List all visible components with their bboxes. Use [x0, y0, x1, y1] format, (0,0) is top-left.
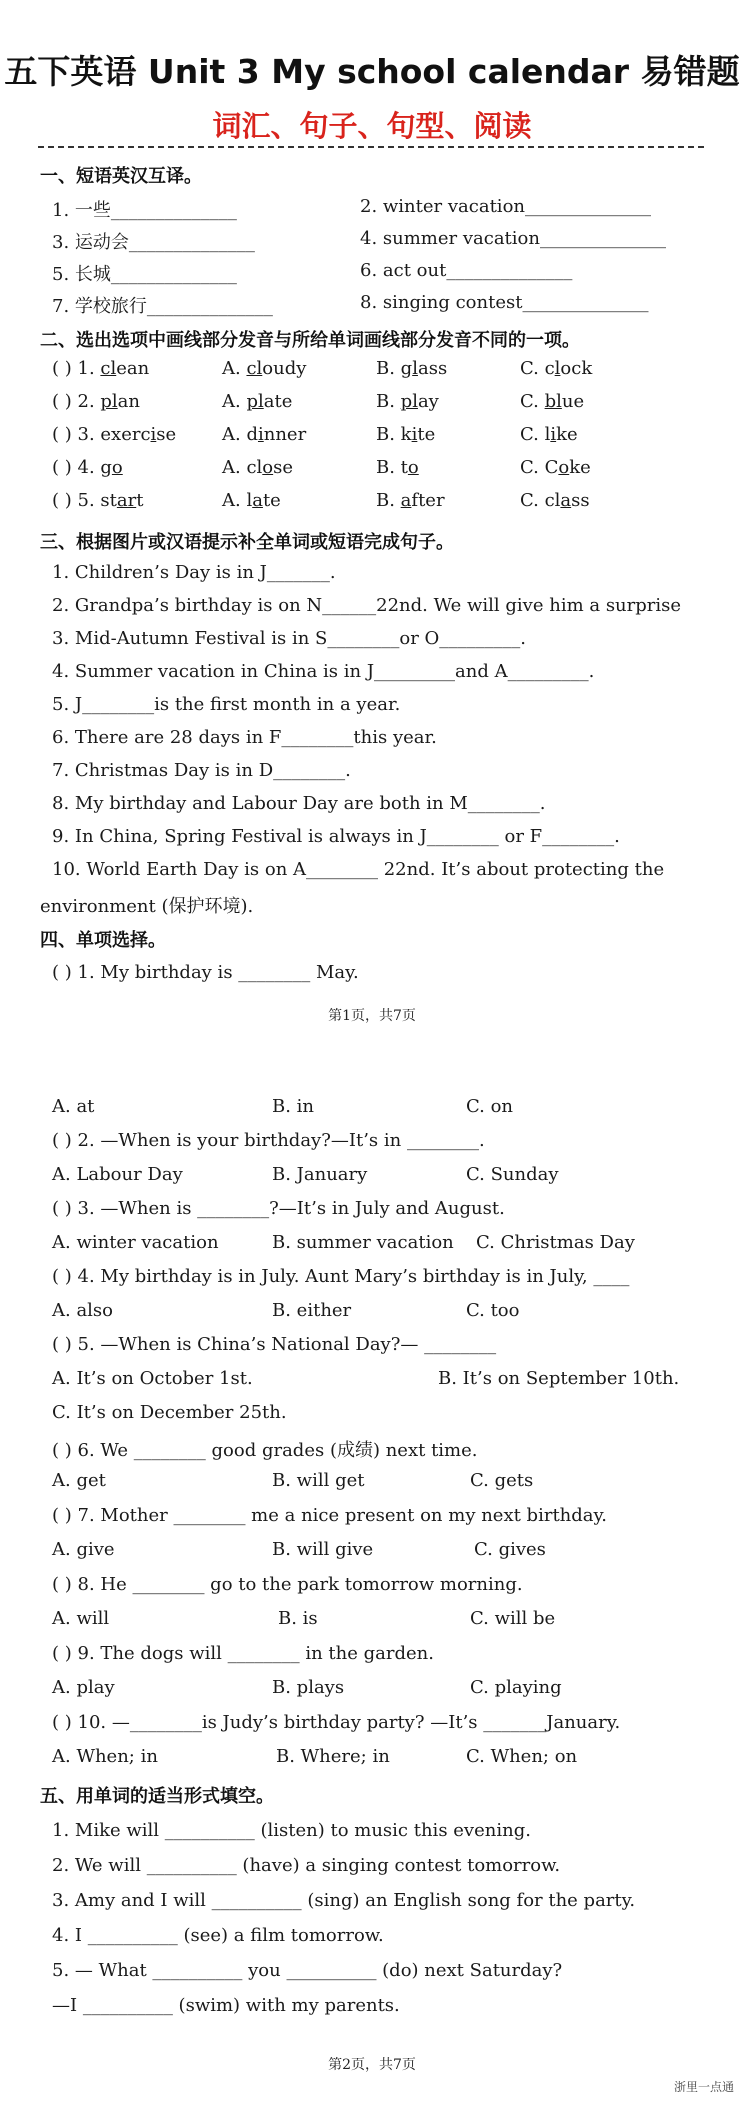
- s4-q7-opt-c: C. gives: [474, 1539, 546, 1560]
- s4-q3-opt-a: A. winter vacation: [52, 1232, 219, 1253]
- underlined-letters: o: [262, 457, 274, 478]
- s5-item-5: 5. — What __________ you __________ (do) next Saturday?: [52, 1960, 563, 1981]
- underlined-letters: bl: [544, 391, 562, 412]
- section3-heading: 三、根据图片或汉语提示补全单词或短语完成句子。: [40, 532, 454, 553]
- s3-item-8: 8. My birthday and Labour Day are both in M________.: [52, 793, 546, 814]
- s4-q8-opt-c: C. will be: [470, 1608, 556, 1629]
- underlined-letters: pl: [246, 391, 264, 412]
- s4-q7: ( ) 7. Mother ________ me a nice present on my next birthday.: [52, 1505, 608, 1526]
- s4-q2-opt-c: C. Sunday: [466, 1164, 559, 1185]
- s4-q3-opt-c: C. Christmas Day: [476, 1232, 635, 1253]
- s4-q7-opt-a: A. give: [52, 1539, 115, 1560]
- s3-item-3: 3. Mid-Autumn Festival is in S________or O_________.: [52, 628, 527, 649]
- s4-q5-opt-b: B. It’s on September 10th.: [438, 1368, 680, 1389]
- s2-row5-c: C. class: [520, 490, 590, 511]
- s2-row3-c: C. like: [520, 424, 578, 445]
- section1-heading: 一、短语英汉互译。: [40, 166, 202, 187]
- underlined-letters: ar: [116, 490, 137, 511]
- s5-item-4: 4. I __________ (see) a film tomorrow.: [52, 1925, 384, 1946]
- s4-q10-opt-b: B. Where; in: [276, 1746, 390, 1767]
- s5-item-2: 2. We will __________ (have) a singing contest tomorrow.: [52, 1855, 561, 1876]
- s3-item-6: 6. There are 28 days in F________this year.: [52, 727, 437, 748]
- page-footer-1: 第1页，共7页: [328, 1008, 416, 1024]
- s3-item-2: 2. Grandpa’s birthday is on N______22nd. We will give him a surprise: [52, 595, 682, 616]
- underlined-letters: i: [257, 424, 264, 445]
- s2-row1-c: C. clock: [520, 358, 593, 379]
- s4-q9-opt-c: C. playing: [470, 1677, 562, 1698]
- s3-item-5: 5. J________is the first month in a year.: [52, 694, 401, 715]
- s4-q9: ( ) 9. The dogs will ________ in the garden.: [52, 1643, 434, 1664]
- s2-row5-a: A. late: [222, 490, 281, 511]
- s1-item-6: 6. act out______________: [360, 260, 573, 281]
- underlined-letters: o: [111, 457, 123, 478]
- page-footer-2: 第2页，共7页: [328, 2057, 416, 2073]
- s4-q10-opt-c: C. When; on: [466, 1746, 578, 1767]
- s2-row3-b: B. kite: [376, 424, 436, 445]
- page-title: 五下英语 Unit 3 My school calendar 易错题: [4, 52, 740, 91]
- underlined-letters: o: [407, 457, 419, 478]
- underlined-letters: pl: [400, 391, 418, 412]
- s4-q1: ( ) 1. My birthday is ________ May.: [52, 962, 359, 983]
- s4-q8-opt-b: B. is: [278, 1608, 318, 1629]
- s4-q4-opt-a: A. also: [52, 1300, 114, 1321]
- s4-q1-opt-b: B. in: [272, 1096, 315, 1117]
- page-subtitle: 词汇、句子、句型、阅读: [212, 109, 532, 143]
- s4-q7-opt-b: B. will give: [272, 1539, 374, 1560]
- s5-item-5-answer: —I __________ (swim) with my parents.: [52, 1995, 400, 2016]
- underlined-letters: o: [558, 457, 570, 478]
- underlined-letters: l: [412, 358, 418, 379]
- underlined-letters: a: [400, 490, 412, 511]
- s4-q10-opt-a: A. When; in: [52, 1746, 158, 1767]
- s5-item-3: 3. Amy and I will __________ (sing) an English song for the party.: [52, 1890, 636, 1911]
- s3-item-4: 4. Summer vacation in China is in J_________and A_________.: [52, 661, 595, 682]
- s4-q6: ( ) 6. We ________ good grades (成绩) next time.: [52, 1440, 478, 1461]
- s4-q1-opt-a: A. at: [52, 1096, 95, 1117]
- s2-row4-q: ( ) 4. go: [52, 457, 123, 478]
- s1-item-4: 4. summer vacation______________: [360, 228, 666, 249]
- underlined-letters: cl: [100, 358, 117, 379]
- section4-heading: 四、单项选择。: [40, 930, 166, 951]
- s2-row5-q: ( ) 5. start: [52, 490, 144, 511]
- s4-q6-opt-a: A. get: [52, 1470, 106, 1491]
- s1-item-5: 5. 长城______________: [52, 264, 237, 285]
- s1-item-2: 2. winter vacation______________: [360, 196, 651, 217]
- s3-item-1: 1. Children’s Day is in J_______.: [52, 562, 336, 583]
- s3-item-10-cont: environment (保护环境).: [40, 896, 254, 917]
- underlined-letters: l: [554, 358, 561, 379]
- s2-row5-b: B. after: [376, 490, 445, 511]
- s4-q8: ( ) 8. He ________ go to the park tomorrow morning.: [52, 1574, 523, 1595]
- s2-row1-b: B. glass: [376, 358, 448, 379]
- s4-q6-opt-c: C. gets: [470, 1470, 534, 1491]
- s2-row1-a: A. cloudy: [222, 358, 307, 379]
- s2-row2-q: ( ) 2. plan: [52, 391, 140, 412]
- section2-heading: 二、选出选项中画线部分发音与所给单词画线部分发音不同的一项。: [40, 330, 580, 351]
- section5-heading: 五、用单词的适当形式填空。: [40, 1786, 274, 1807]
- s4-q9-opt-a: A. play: [52, 1677, 115, 1698]
- s4-q9-opt-b: B. plays: [272, 1677, 345, 1698]
- s4-q1-opt-c: C. on: [466, 1096, 514, 1117]
- s2-row3-q: ( ) 3. exercise: [52, 424, 177, 445]
- s2-row2-a: A. plate: [222, 391, 293, 412]
- dashed-divider: [38, 146, 704, 148]
- watermark: 浙里一点通: [673, 2080, 734, 2094]
- s4-q2-opt-a: A. Labour Day: [52, 1164, 183, 1185]
- s2-row4-b: B. to: [376, 457, 419, 478]
- underlined-letters: cl: [246, 358, 263, 379]
- s1-item-7: 7. 学校旅行______________: [52, 296, 273, 317]
- s4-q5-opt-a: A. It’s on October 1st.: [52, 1368, 253, 1389]
- s1-item-1: 1. 一些______________: [52, 200, 237, 221]
- s4-q4: ( ) 4. My birthday is in July. Aunt Mary’s birthday is in July, ____: [52, 1266, 630, 1287]
- s4-q3: ( ) 3. —When is ________?—It’s in July and August.: [52, 1198, 505, 1219]
- s4-q5-opt-c: C. It’s on December 25th.: [52, 1402, 287, 1423]
- underlined-letters: a: [560, 490, 572, 511]
- s2-row1-q: ( ) 1. clean: [52, 358, 150, 379]
- s4-q4-opt-b: B. either: [272, 1300, 352, 1321]
- s2-row3-a: A. dinner: [222, 424, 307, 445]
- s1-item-3: 3. 运动会______________: [52, 232, 255, 253]
- s2-row4-c: C. Coke: [520, 457, 591, 478]
- s4-q4-opt-c: C. too: [466, 1300, 520, 1321]
- s4-q2-opt-b: B. January: [272, 1164, 368, 1185]
- underlined-letters: i: [550, 424, 557, 445]
- s3-item-10: 10. World Earth Day is on A________ 22nd. It’s about protecting the: [52, 859, 665, 880]
- s4-q6-opt-b: B. will get: [272, 1470, 365, 1491]
- s1-item-8: 8. singing contest______________: [360, 292, 649, 313]
- s3-item-9: 9. In China, Spring Festival is always in J________ or F________.: [52, 826, 620, 847]
- underlined-letters: a: [252, 490, 263, 511]
- s4-q10: ( ) 10. —________is Judy’s birthday party? —It’s _______January.: [52, 1712, 621, 1733]
- underlined-letters: pl: [100, 391, 118, 412]
- s4-q8-opt-a: A. will: [52, 1608, 110, 1629]
- s4-q5: ( ) 5. —When is China’s National Day?— ________: [52, 1334, 497, 1355]
- underlined-letters: i: [411, 424, 418, 445]
- s2-row2-b: B. play: [376, 391, 439, 412]
- s4-q2: ( ) 2. —When is your birthday?—It’s in ________.: [52, 1130, 485, 1151]
- s5-item-1: 1. Mike will __________ (listen) to music this evening.: [52, 1820, 531, 1841]
- underlined-letters: i: [150, 424, 157, 445]
- s4-q3-opt-b: B. summer vacation: [272, 1232, 454, 1253]
- s2-row2-c: C. blue: [520, 391, 585, 412]
- s3-item-7: 7. Christmas Day is in D________.: [52, 760, 351, 781]
- s2-row4-a: A. close: [222, 457, 294, 478]
